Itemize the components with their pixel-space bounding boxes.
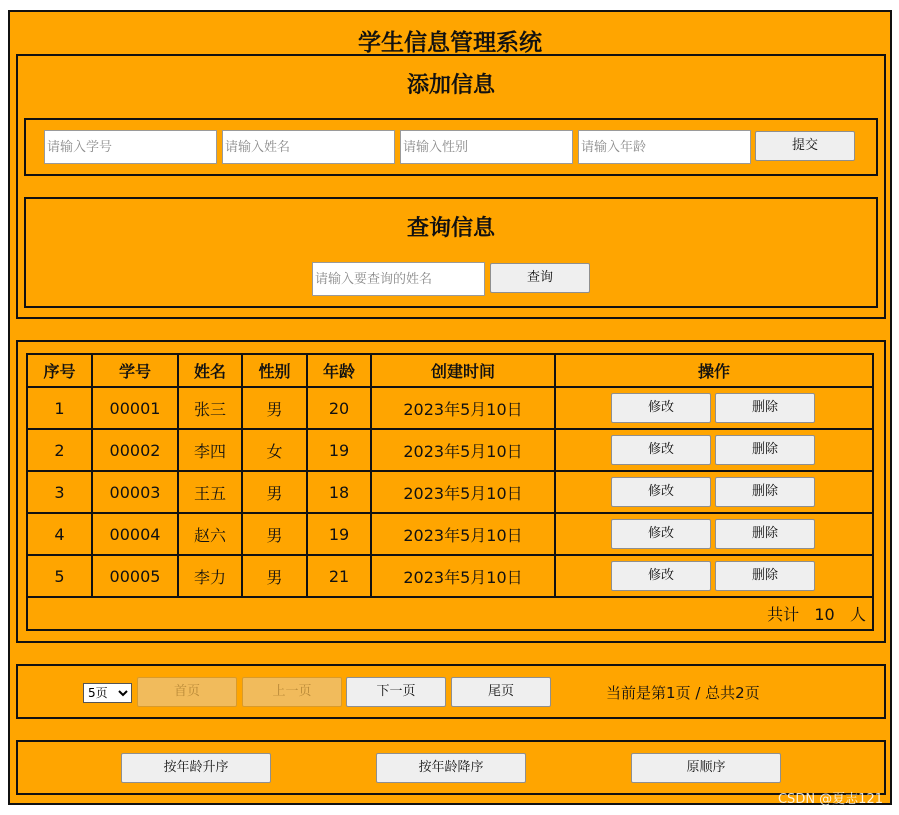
- edit-button[interactable]: 修改: [611, 393, 711, 423]
- cell-name: 李力: [178, 555, 242, 597]
- total-count: [27, 597, 873, 630]
- original-order-button[interactable]: 原顺序: [631, 753, 781, 783]
- header-age: 年龄: [307, 354, 371, 387]
- cell-student-id: 00003: [92, 471, 178, 513]
- cell-created-time: 2023年5月10日: [371, 555, 555, 597]
- table-row: [27, 387, 873, 429]
- cell-age: 18: [307, 471, 371, 513]
- table-row: [27, 555, 873, 597]
- cell-gender: 男: [242, 471, 307, 513]
- table-header-row: [27, 354, 873, 387]
- page-info-middle: 页 / 总共: [675, 684, 736, 702]
- cell-age: 19: [307, 513, 371, 555]
- page-size-select[interactable]: [83, 683, 132, 703]
- cell-index: 4: [27, 513, 92, 555]
- header-index: 序号: [27, 354, 92, 387]
- student-table: [26, 353, 874, 631]
- header-name: 姓名: [178, 354, 242, 387]
- cell-age: 21: [307, 555, 371, 597]
- info-panel: [16, 54, 886, 319]
- app-container: [8, 10, 892, 805]
- table-total-row: [27, 597, 873, 630]
- sort-panel: [16, 740, 886, 795]
- cell-student-id: 00002: [92, 429, 178, 471]
- cell-name: 张三: [178, 387, 242, 429]
- submit-button[interactable]: 提交: [755, 131, 855, 161]
- delete-button[interactable]: 删除: [715, 435, 815, 465]
- name-input[interactable]: [222, 130, 395, 164]
- query-name-input[interactable]: [312, 262, 485, 296]
- page-info-prefix: 当前是第: [606, 684, 667, 702]
- cell-student-id: 00005: [92, 555, 178, 597]
- cell-age: 19: [307, 429, 371, 471]
- cell-name: 王五: [178, 471, 242, 513]
- cell-actions: [555, 513, 873, 555]
- watermark: CSDN @夏志121: [777, 792, 883, 807]
- pagination-panel: [16, 664, 886, 719]
- cell-created-time: 2023年5月10日: [371, 471, 555, 513]
- cell-created-time: 2023年5月10日: [371, 513, 555, 555]
- cell-index: 3: [27, 471, 92, 513]
- query-button[interactable]: 查询: [490, 263, 590, 293]
- student-id-input[interactable]: [44, 130, 217, 164]
- total-suffix: 人: [849, 605, 866, 624]
- table-row: [27, 513, 873, 555]
- cell-student-id: 00004: [92, 513, 178, 555]
- edit-button[interactable]: 修改: [611, 519, 711, 549]
- query-section-title: 查询信息: [406, 216, 495, 241]
- page-title: 学生信息管理系统: [358, 30, 542, 56]
- first-page-button[interactable]: 首页: [137, 677, 237, 707]
- sort-age-asc-button[interactable]: 按年龄升序: [121, 753, 271, 783]
- cell-actions: [555, 555, 873, 597]
- edit-button[interactable]: 修改: [611, 561, 711, 591]
- cell-gender: 男: [242, 513, 307, 555]
- header-created-time: 创建时间: [371, 354, 555, 387]
- delete-button[interactable]: 删除: [715, 393, 815, 423]
- cell-index: 5: [27, 555, 92, 597]
- add-section-title: 添加信息: [406, 73, 495, 98]
- age-input[interactable]: [578, 130, 751, 164]
- cell-gender: 男: [242, 555, 307, 597]
- table-row: [27, 429, 873, 471]
- cell-age: 20: [307, 387, 371, 429]
- header-student-id: 学号: [92, 354, 178, 387]
- table-panel: [16, 340, 886, 643]
- delete-button[interactable]: 删除: [715, 477, 815, 507]
- gender-input[interactable]: [400, 130, 573, 164]
- add-form: [24, 118, 878, 176]
- cell-created-time: 2023年5月10日: [371, 429, 555, 471]
- total-number: 10: [814, 605, 835, 624]
- current-page: 1: [666, 684, 676, 702]
- cell-created-time: 2023年5月10日: [371, 387, 555, 429]
- header-actions: 操作: [555, 354, 873, 387]
- total-prefix: 共计: [767, 605, 800, 624]
- cell-student-id: 00001: [92, 387, 178, 429]
- cell-index: 2: [27, 429, 92, 471]
- next-page-button[interactable]: 下一页: [346, 677, 446, 707]
- total-pages: 2: [735, 684, 745, 702]
- cell-name: 李四: [178, 429, 242, 471]
- last-page-button[interactable]: 尾页: [451, 677, 551, 707]
- sort-age-desc-button[interactable]: 按年龄降序: [376, 753, 526, 783]
- header-gender: 性别: [242, 354, 307, 387]
- edit-button[interactable]: 修改: [611, 435, 711, 465]
- cell-index: 1: [27, 387, 92, 429]
- cell-name: 赵六: [178, 513, 242, 555]
- table-row: [27, 471, 873, 513]
- cell-actions: [555, 387, 873, 429]
- cell-actions: [555, 471, 873, 513]
- edit-button[interactable]: 修改: [611, 477, 711, 507]
- delete-button[interactable]: 删除: [715, 519, 815, 549]
- page-info: [606, 682, 760, 703]
- cell-gender: 女: [242, 429, 307, 471]
- prev-page-button[interactable]: 上一页: [242, 677, 342, 707]
- delete-button[interactable]: 删除: [715, 561, 815, 591]
- query-form: [24, 197, 878, 308]
- page-info-suffix: 页: [744, 684, 760, 702]
- cell-gender: 男: [242, 387, 307, 429]
- cell-actions: [555, 429, 873, 471]
